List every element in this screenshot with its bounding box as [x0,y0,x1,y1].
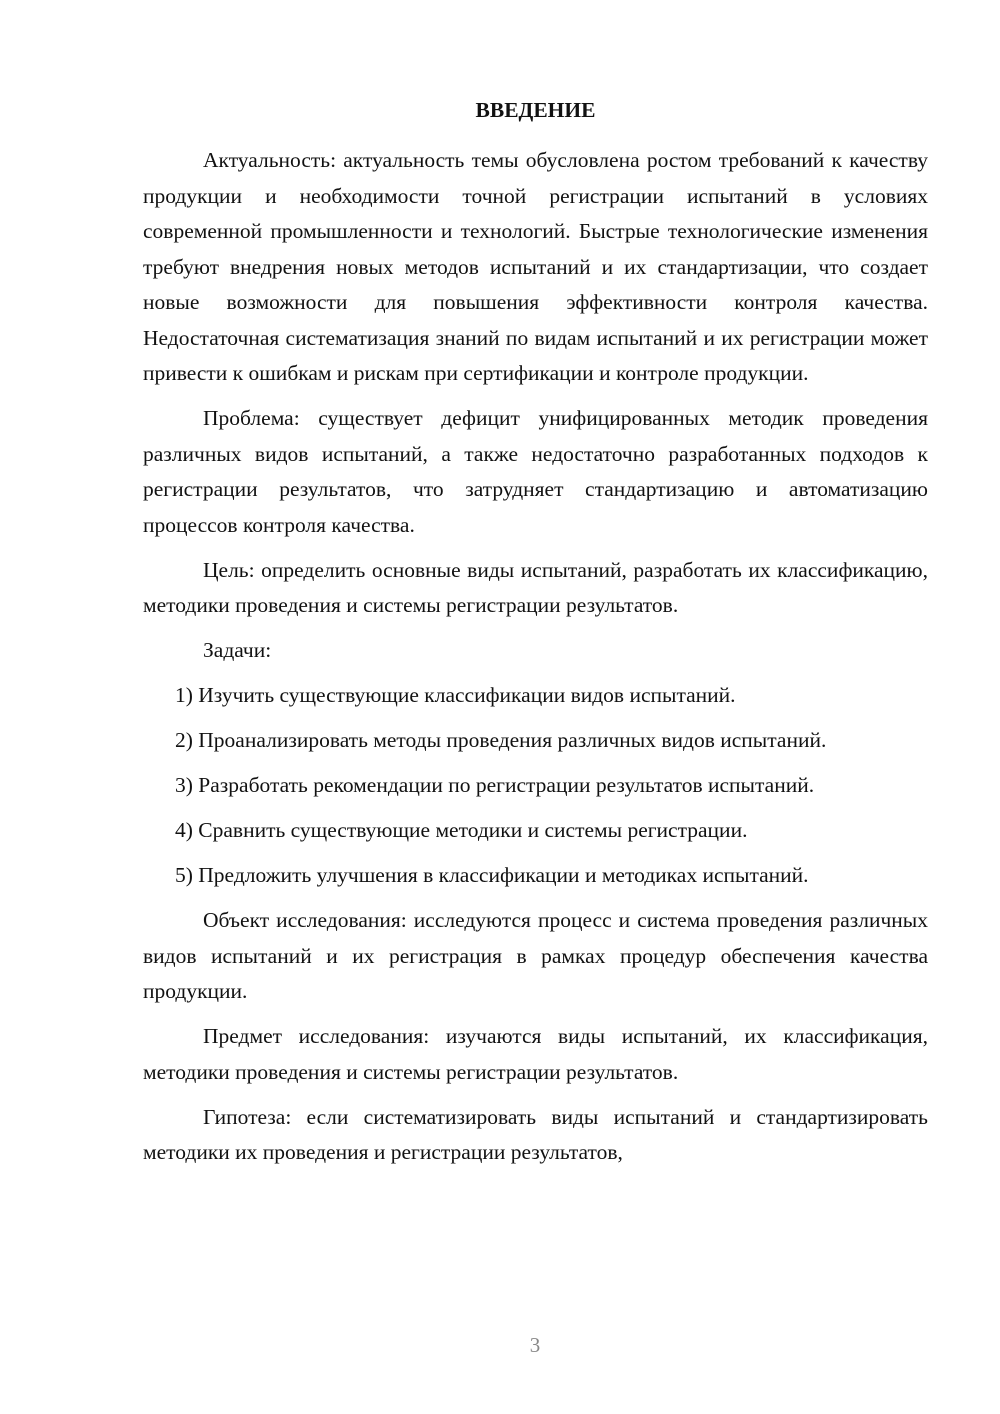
task-item-1: 1) Изучить существующие классификации видов испытаний. [175,683,736,707]
object-paragraph: Объект исследования: исследуются процесс и система проведения различных видов испытаний и их регистрация в рамках процедур обеспечения качества продукции. [143,908,928,1003]
goal-paragraph: Цель: определить основные виды испытаний, разработать их классификацию, методики проведения и системы регистрации результатов. [143,557,928,617]
task-item-5: 5) Предложить улучшения в классификации и методиках испытаний. [175,863,809,887]
page-number: 3 [529,1333,541,1357]
relevance-paragraph: Актуальность: актуальность темы обусловлена ростом требований к качеству продукции и необходимости точной регистрации испытаний в условиях современной промышленности и технологий. Быстрые технологические изменения требуют внедрения новых методов испытаний и их стандартизации, что создает новые возможности для повышения эффективности контроля качества. Недостаточная систематизация знаний по видам испытаний и их регистрации может привести к ошибкам и рискам при сертификации и контроле продукции. [143,148,928,385]
document-title: ВВЕДЕНИЕ [475,98,596,122]
task-item-3: 3) Разработать рекомендации по регистрации результатов испытаний. [175,773,815,797]
task-item-4: 4) Сравнить существующие методики и системы регистрации. [175,818,748,842]
subject-paragraph: Предмет исследования: изучаются виды испытаний, их классификация, методики проведения и системы регистрации результатов. [143,1024,928,1084]
document-page [143,94,928,1180]
hypothesis-paragraph: Гипотеза: если систематизировать виды испытаний и стандартизировать методики их проведения и регистрации результатов, [143,1104,928,1164]
problem-paragraph: Проблема: существует дефицит унифицированных методик проведения различных видов испытаний, а также недостаточно разработанных подходов к регистрации результатов, что затрудняет стандартизацию и автоматизацию процессов контроля качества. [143,406,928,537]
tasks-heading: Задачи: [203,638,272,662]
task-item-2: 2) Проанализировать методы проведения различных видов испытаний. [175,728,827,752]
